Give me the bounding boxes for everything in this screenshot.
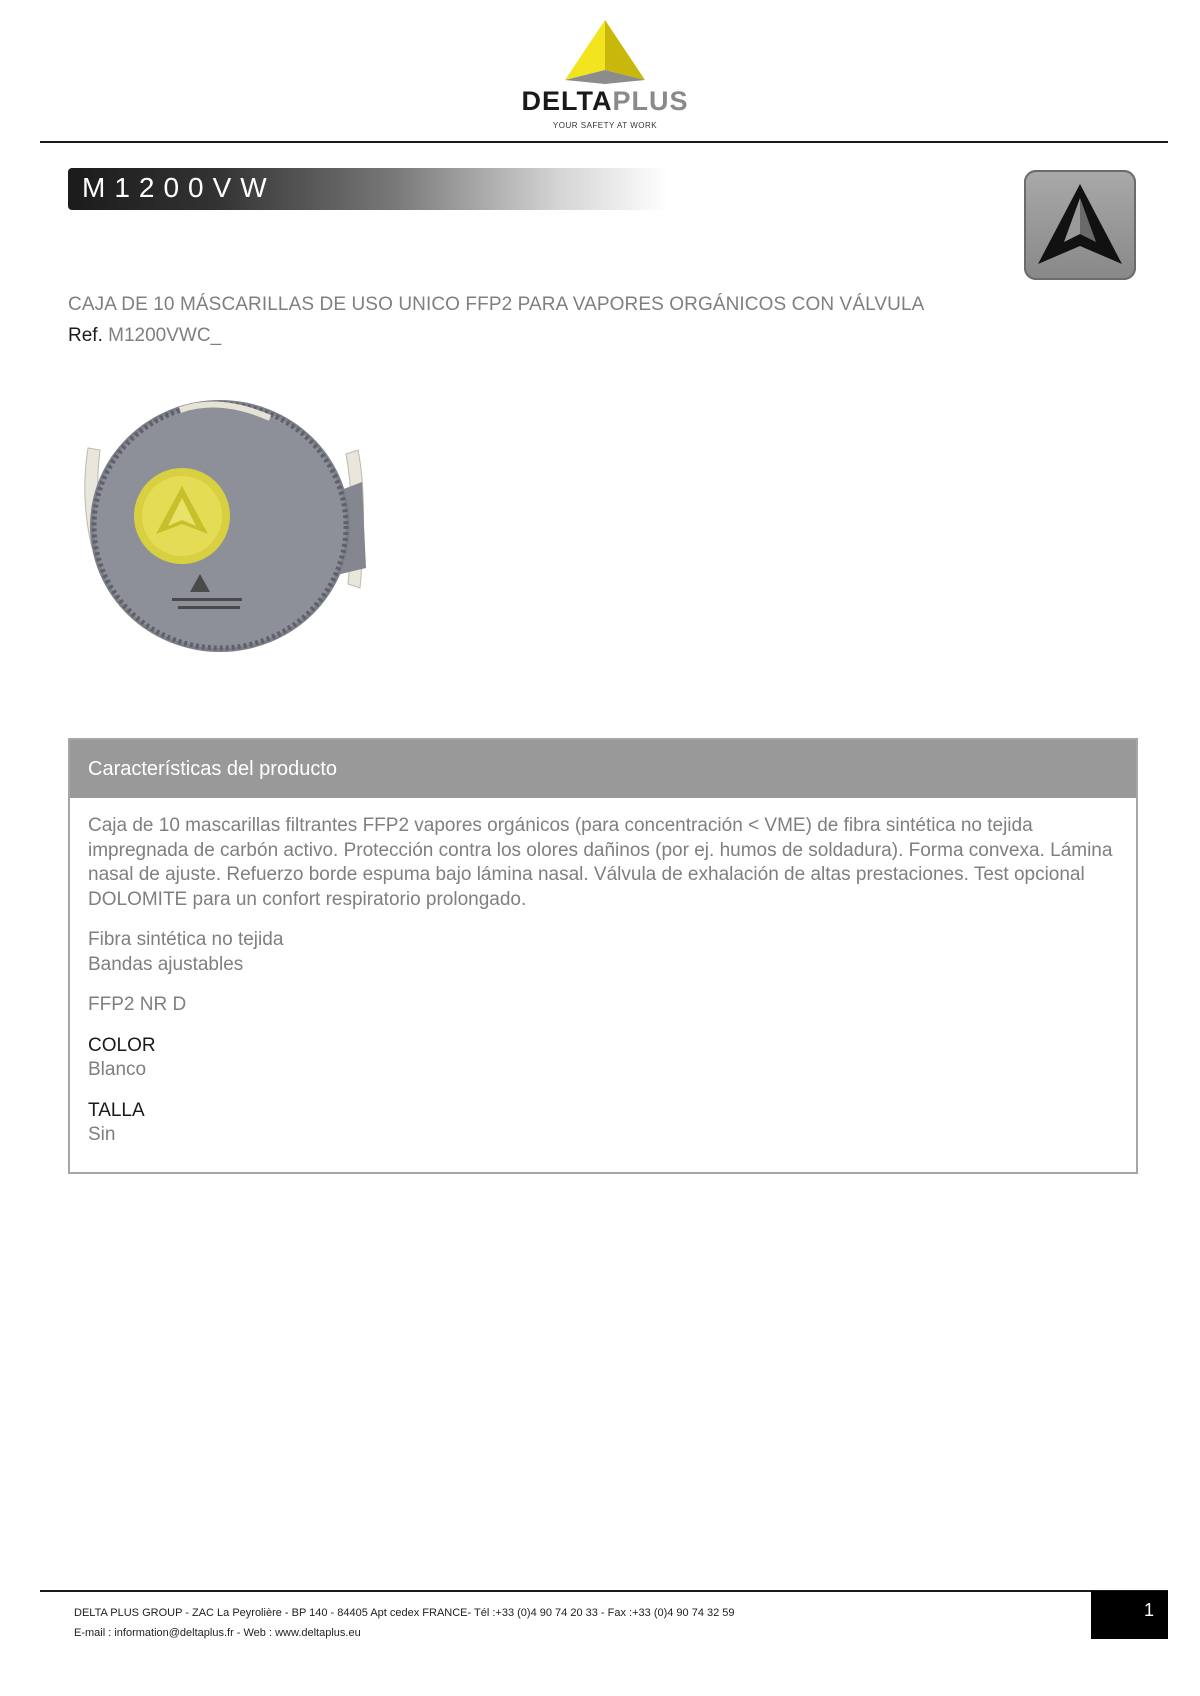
characteristics-header <box>70 740 1136 798</box>
product-reference <box>68 323 221 349</box>
footer-address: DELTA PLUS GROUP - ZAC La Peyrolière - BP 140 - 84405 Apt cedex FRANCE- Tél :+33 (0)4 90 74 20 33 - Fax :+33 (0)4 90 74 32 59 <box>74 1607 735 1619</box>
header-divider <box>40 141 1168 143</box>
brand-logo <box>505 18 705 130</box>
footer-email-web: E-mail : information@deltaplus.fr - Web : www.deltaplus.eu <box>74 1627 361 1639</box>
brand-word-light: PLUS <box>612 86 689 116</box>
product-description: Caja de 10 mascarillas filtrantes FFP2 vapores orgánicos (para concentración < VME) de fibra sintética no tejida impregnada de carbón activo. Protección contra los olores dañinos (por ej. humos de soldadura). Forma convexa. Lámina nasal de ajuste. Refuerzo borde espuma bajo lámina nasal. Válvula de exhalación de altas prestaciones. Test opcional DOLOMITE para un confort respiratorio prolongado. <box>88 815 1113 910</box>
delta-triangle-icon <box>505 18 705 88</box>
ref-value: M1200VWC_ <box>108 325 222 346</box>
respirator-mask-image <box>70 378 380 662</box>
brand-wordmark <box>505 86 705 116</box>
respiratory-delta-icon <box>1034 182 1126 268</box>
product-code: M1200VW <box>82 172 276 203</box>
category-badge <box>1024 170 1136 280</box>
product-image <box>70 378 380 662</box>
page-number-box <box>1091 1591 1168 1639</box>
product-title: CAJA DE 10 MÁSCARILLAS DE USO UNICO FFP2 PARA VAPORES ORGÁNICOS CON VÁLVULA <box>68 294 925 315</box>
feature-item: Fibra sintética no tejida <box>88 929 284 950</box>
characteristics-body <box>88 814 1118 1148</box>
ref-label: Ref. <box>68 325 103 346</box>
characteristics-panel <box>68 738 1138 1174</box>
size-label: TALLA <box>88 1099 145 1121</box>
page-number: 1 <box>1143 1600 1154 1620</box>
feature-item: Bandas ajustables <box>88 953 244 975</box>
standard-rating: FFP2 NR D <box>88 994 187 1015</box>
color-label: COLOR <box>88 1034 156 1056</box>
size-value: Sin <box>88 1124 116 1145</box>
brand-word-dark: DELTA <box>521 86 613 116</box>
characteristics-heading: Características del producto <box>88 758 338 780</box>
footer-divider <box>40 1590 1168 1592</box>
color-value: Blanco <box>88 1059 147 1080</box>
footer-contact <box>74 1603 735 1643</box>
brand-tagline: YOUR SAFETY AT WORK <box>552 121 658 130</box>
